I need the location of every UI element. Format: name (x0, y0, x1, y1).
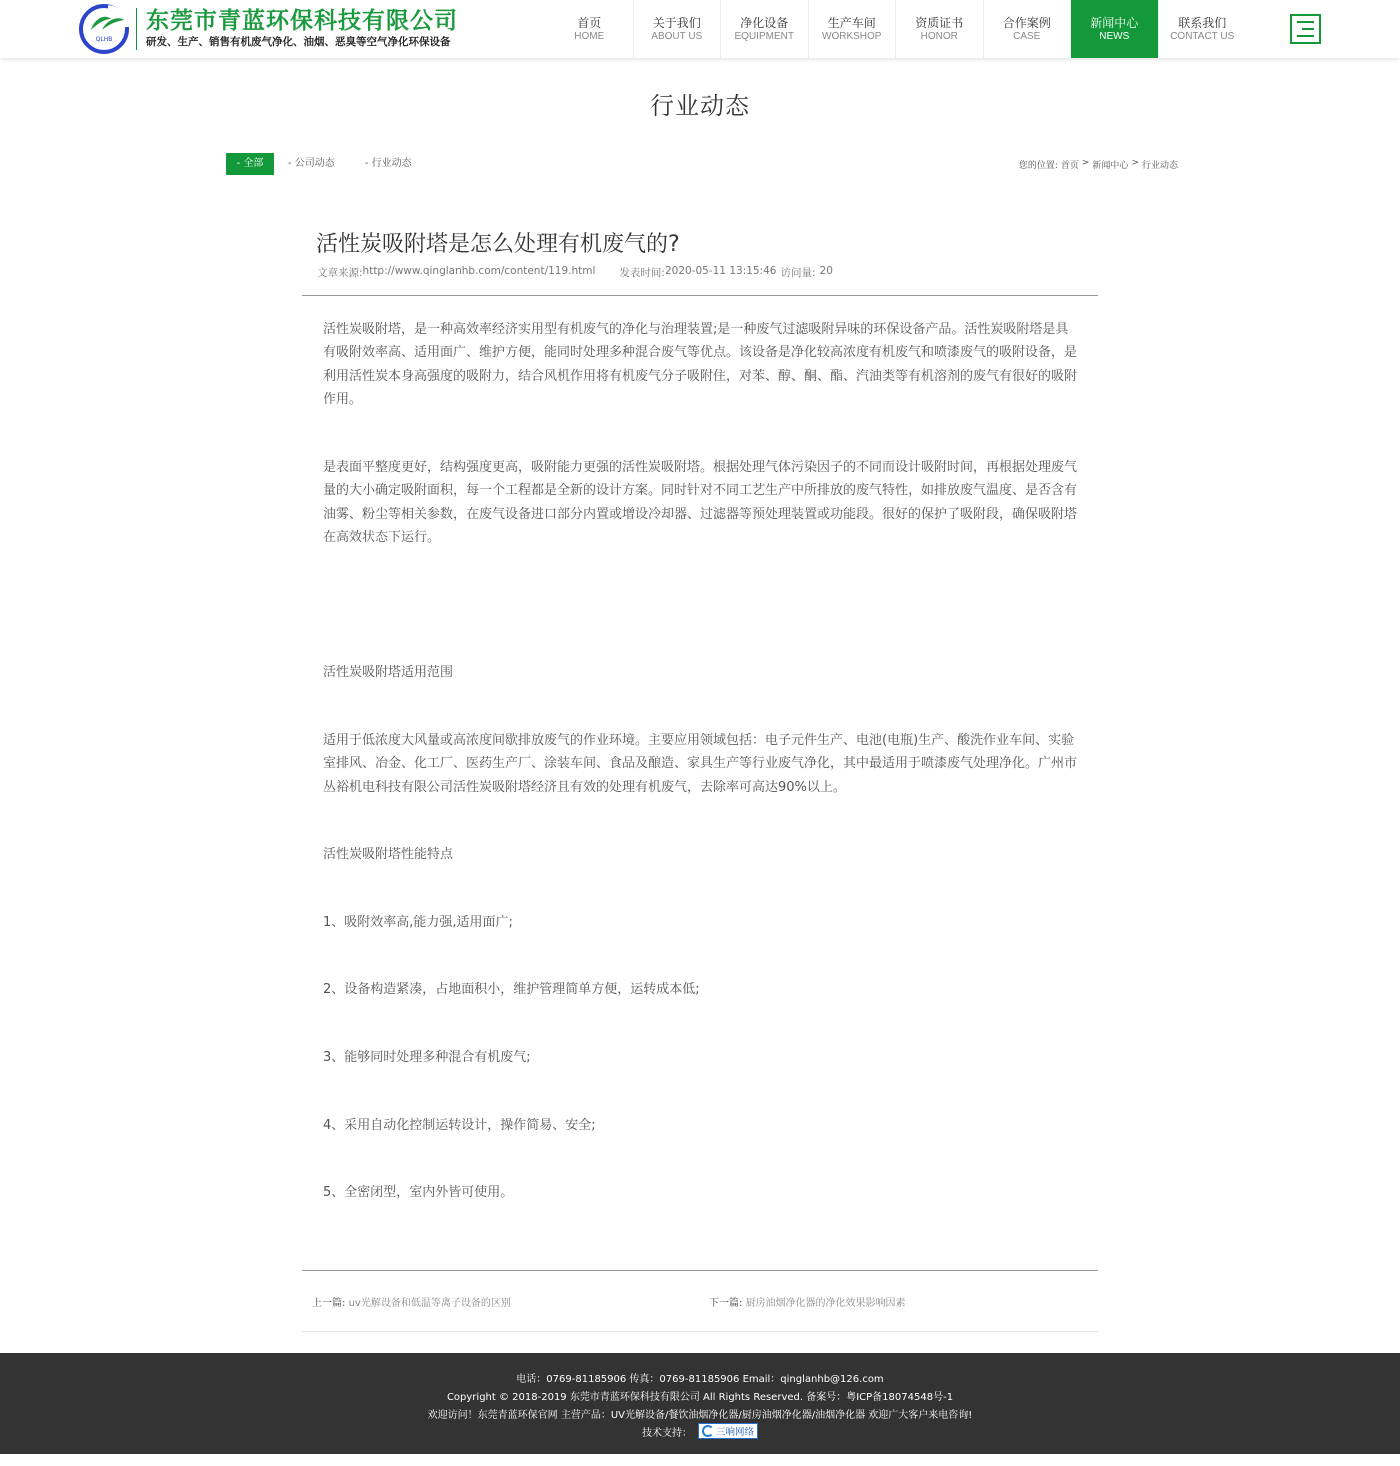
list-item: 1、吸附效率高,能力强,适用面广; (323, 915, 513, 930)
footer-welcome: 欢迎访问！东莞青蓝环保官网 主营产品：UV光解设备/餐饮油烟净化器/厨房油烟净化器/油烟净化器 欢迎广大客户来电咨询! (427, 1410, 973, 1421)
nav-label: 资质证书 (915, 15, 964, 30)
nav-sublabel: CONTACT US (1170, 30, 1235, 42)
tech-support-label: 技术支持： (641, 1427, 692, 1439)
divider (302, 1331, 1098, 1332)
prev-label: 上一篇: (312, 1298, 346, 1309)
logo-emblem-icon (78, 3, 130, 55)
nav-sublabel: NEWS (1099, 30, 1130, 42)
article-paragraph: 是表面平整度更好，结构强度更高，吸附能力更强的活性炭吸附塔。根据处理气体污染因子的不同而设计吸附时间，再根据处理废气量的大小确定吸附面积，每一个工程都是全新的设计方案。同时针对不同工艺生产中所排放的废气特性，如排放废气温度、是否含有油雾、粉尘等相关参数，在废气设备进口部分内置或增设冷却器、过滤器等预处理装置或功能段。很好的保护了吸附段，确保吸附塔在高效状态下运行。 (323, 460, 1078, 545)
nav-home[interactable] (546, 0, 634, 58)
nav-sublabel: CASE (1013, 30, 1041, 42)
hamburger-icon[interactable] (1290, 14, 1321, 44)
list-item: 3、能够同时处理多种混合有机废气; (323, 1050, 531, 1065)
list-item: 5、全密闭型，室内外皆可使用。 (323, 1185, 514, 1200)
divider (302, 1270, 1098, 1271)
nav-equipment[interactable] (721, 0, 809, 58)
nav-workshop[interactable] (809, 0, 897, 58)
views-label: 访问量: (780, 267, 816, 279)
source-url: http://www.qinglanhb.com/content/119.html (362, 265, 596, 277)
category-tabs (226, 153, 432, 175)
breadcrumb-separator: > (1081, 158, 1090, 168)
tech-logo-icon (702, 1425, 714, 1437)
date-label: 发表时间: (619, 267, 665, 279)
nav-sublabel: WORKSHOP (822, 30, 882, 42)
publish-date: 2020-05-11 13:15:46 (664, 265, 777, 277)
article-paragraph: 活性炭吸附塔，是一种高效率经济实用型有机废气的净化与治理装置;是一种废气过滤吸附异味的环保设备产品。活性炭吸附塔是具有吸附效率高、适用面广、维护方便，能同时处理多种混合废气等优点。该设备是净化较高浓度有机废气和喷漆废气的吸附设备，是利用活性炭本身高强度的吸附力，结合风机作用将有机废气分子吸附住，对苯、醇、酮、酯、汽油类等有机溶剂的废气有很好的吸附作用。 (323, 322, 1078, 407)
breadcrumb-news[interactable]: 新闻中心 (1092, 161, 1129, 171)
nav-label: 联系我们 (1178, 15, 1227, 30)
svg-text:QLHB: QLHB (95, 36, 113, 43)
company-name: 东莞市青蓝环保科技有限公司 (146, 8, 458, 34)
view-count: 20 (819, 265, 833, 277)
tab-company-news[interactable]: - 公司动态 (288, 158, 335, 169)
company-logo[interactable] (78, 3, 478, 55)
nav-label: 合作案例 (1002, 15, 1051, 30)
nav-about[interactable] (634, 0, 722, 58)
footer-tech-support (0, 1423, 1400, 1439)
article-meta (317, 265, 833, 280)
prev-article (312, 1294, 511, 1309)
nav-label: 关于我们 (652, 15, 701, 30)
prev-article-link[interactable]: uv光解设备和低温等离子设备的区别 (348, 1298, 511, 1309)
next-label: 下一篇: (709, 1298, 743, 1309)
section-heading: 活性炭吸附塔适用范围 (323, 665, 454, 680)
logo-divider (136, 8, 137, 50)
article-paragraph: 适用于低浓度大风量或高浓度间歇排放废气的作业环境。主要应用领域包括：电子元件生产、电池(电瓶)生产、酸洗作业车间、实验室排风、冶金、化工厂、医药生产厂、涂装车间、食品及酿造、家具生产等行业废气净化，其中最适用于喷漆废气处理净化。广州市丛裕机电科技有限公司活性炭吸附塔经济且有效的处理有机废气，去除率可高达90%以上。 (323, 733, 1078, 795)
tech-company-name: 三响网络 (715, 1427, 754, 1438)
source-label: 文章来源: (317, 267, 363, 279)
site-header (0, 0, 1400, 58)
nav-sublabel: ABOUT US (651, 30, 703, 42)
list-item: 4、采用自动化控制运转设计，操作简易、安全; (323, 1118, 596, 1133)
article-title: 活性炭吸附塔是怎么处理有机废气的? (316, 232, 680, 257)
nav-sublabel: HONOR (920, 30, 958, 42)
list-item: 2、设备构造紧凑，占地面积小，维护管理简单方便，运转成本低; (323, 982, 700, 997)
nav-case[interactable] (984, 0, 1072, 58)
nav-contact[interactable] (1159, 0, 1247, 58)
next-article (709, 1294, 906, 1309)
main-nav (546, 0, 1246, 58)
site-footer (0, 1353, 1400, 1454)
breadcrumb-separator: > (1131, 158, 1139, 168)
nav-label: 首页 (577, 15, 602, 30)
section-heading: 活性炭吸附塔性能特点 (323, 847, 454, 862)
nav-sublabel: HOME (574, 30, 605, 42)
tab-industry-news[interactable]: - 行业动态 (364, 158, 412, 169)
footer-contact: 电话：0769-81185906 传真：0769-81185906 Email：qinglanhb@126.com (516, 1374, 884, 1385)
tech-support-logo[interactable] (698, 1423, 758, 1439)
breadcrumb-industry[interactable]: 行业动态 (1141, 161, 1178, 171)
footer-copyright: Copyright © 2018-2019 东莞市青蓝环保科技有限公司 All Rights Reserved. 备案号：粤ICP备18074548号-1 (446, 1392, 954, 1403)
page-title: 行业动态 (650, 92, 750, 120)
breadcrumb-label: 您的位置: (1018, 161, 1058, 171)
nav-honor[interactable] (896, 0, 984, 58)
next-article-link[interactable]: 厨房油烟净化器的净化效果影响因素 (745, 1298, 906, 1309)
divider (302, 295, 1098, 296)
breadcrumb (1019, 158, 1178, 171)
tab-all[interactable]: - 全部 (226, 153, 274, 175)
breadcrumb-home[interactable]: 首页 (1060, 161, 1079, 171)
nav-label: 新闻中心 (1090, 15, 1139, 30)
nav-news[interactable] (1071, 0, 1159, 58)
nav-sublabel: EQUIPMENT (734, 30, 794, 42)
nav-label: 净化设备 (740, 15, 789, 30)
nav-label: 生产车间 (827, 15, 876, 30)
company-tagline: 研发、生产、销售有机废气净化、油烟、恶臭等空气净化环保设备 (146, 36, 451, 48)
